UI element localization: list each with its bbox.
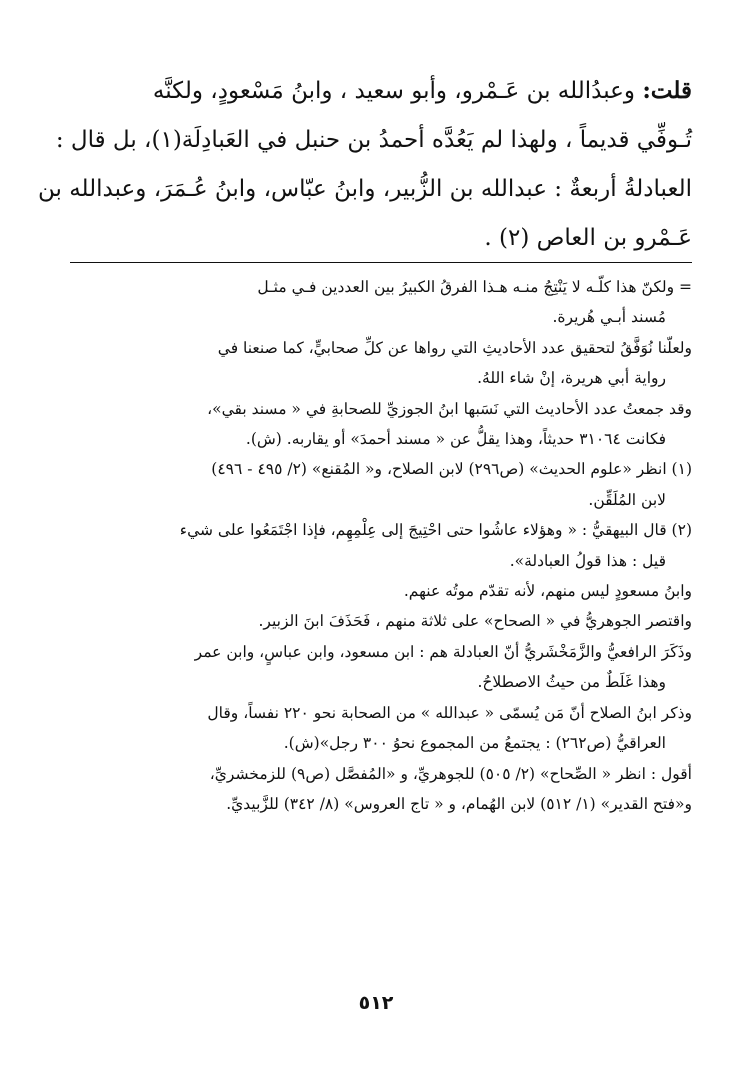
footnote-line: وقد جمعتُ عدد الأحاديث التي نَسَبها ابنُ الجوزيِّ للصحابةِ في « مسند بقي»، xyxy=(207,399,692,418)
footnote-line: وذكر ابنُ الصلاح أنّ مَن يُسمّى « عبدالله » من الصحابة نحو ٢٢٠ نفساً، وقال xyxy=(207,703,692,722)
footnote-line: وابنُ مسعودٍ ليس منهم، لأنه تقدّم موتُه عنهم. xyxy=(403,582,692,601)
main-line-4: عَـمْرو بن العاص (٢) . xyxy=(484,225,692,251)
footnote-line: = ولكنّ هذا كلّـه لا يَنْتِجُ منـه هـذا الفرقُ الكبيرُ بين العددين فـي مثـل xyxy=(257,278,692,296)
main-text xyxy=(37,66,692,263)
footnote-line: العراقيُّ (ص٢٦٢) : يجتمعُ من المجموع نحوُ ٣٠٠ رجل»(ش). xyxy=(283,734,666,753)
footnote-line: مُسند أبـي هُريرة. xyxy=(552,308,666,327)
footnote-line: فكانت ٣١٠٦٤ حديثاً، وهذا يقلُّ عن « مسند أحمدَ» أو يقاربه. (ش). xyxy=(245,430,666,449)
footnote-2: (٢) قال البيهقيُّ : « وهؤلاء عاشُوا حتى احْتِيجَ إلى عِلْمِهِم، فإذا اجْتَمَعُوا على شيء xyxy=(179,521,692,540)
page-number: ٥١٢ xyxy=(358,992,394,1014)
footnote-1: (١) انظر «علوم الحديث» (ص٢٩٦) لابن الصلاح، و« المُقنع» (٢/ ٤٩٥ - ٤٩٦) xyxy=(211,460,692,479)
main-line-1 xyxy=(70,66,692,116)
footnote-line: قيل : هذا قولُ العبادلة». xyxy=(509,551,666,570)
main-line-2: تُـوفِّي قديماً ، ولهذا لم يَعُدَّه أحمدُ بن حنبل في العَبادِلَة(١)، بل قال : xyxy=(55,127,692,153)
footnote-line: وهذا غَلَطٌ من حيثُ الاصطلاحُ. xyxy=(477,673,666,692)
footnote-line: و«فتح القدير» (١/ ٥١٢) لابن الهُمام، و « تاج العروس» (٨/ ٣٤٢) للزَّبيديِّ. xyxy=(226,794,692,813)
footnote-line: أقول : انظر « الصِّحاح» (٢/ ٥٠٥) للجوهريِّ، و «المُفصَّل (ص٩) للزمخشريِّ، xyxy=(209,764,692,783)
footnote-line: واقتصر الجوهريُّ في « الصحاح» على ثلاثة منهم ، فَحَذَفَ ابنَ الزبير. xyxy=(258,612,692,631)
footnotes xyxy=(70,272,692,819)
footnote-line: رواية أبي هريرة، إنْ شاء اللهُ. xyxy=(477,369,666,388)
footnote-separator xyxy=(70,262,692,263)
footnote-line: لابن المُلَقِّن. xyxy=(588,490,666,509)
footnote-line: وذَكَرَ الرافعيُّ والزَّمَخْشَريُّ أنّ العبادلة هم : ابن مسعود، وابن عباسٍ، وابن عمر xyxy=(194,642,692,661)
main-line-3: العبادلةُ أربعةٌ : عبدالله بن الزُّبير، وابنُ عبّاس، وابنُ عُـمَرَ، وعبدالله بن xyxy=(37,176,692,202)
lead-word: قلت: xyxy=(642,77,692,104)
footnote-line: ولعلّنا نُوَفَّقُ لتحقيق عدد الأحاديثِ التي رواها عن كلِّ صحابيٍّ، كما صنعنا في xyxy=(217,338,692,357)
main-line-1-text: وعبدُالله بن عَـمْرو، وأبو سعيد ، وابنُ مَسْعودٍ، ولكنَّه xyxy=(152,78,643,104)
